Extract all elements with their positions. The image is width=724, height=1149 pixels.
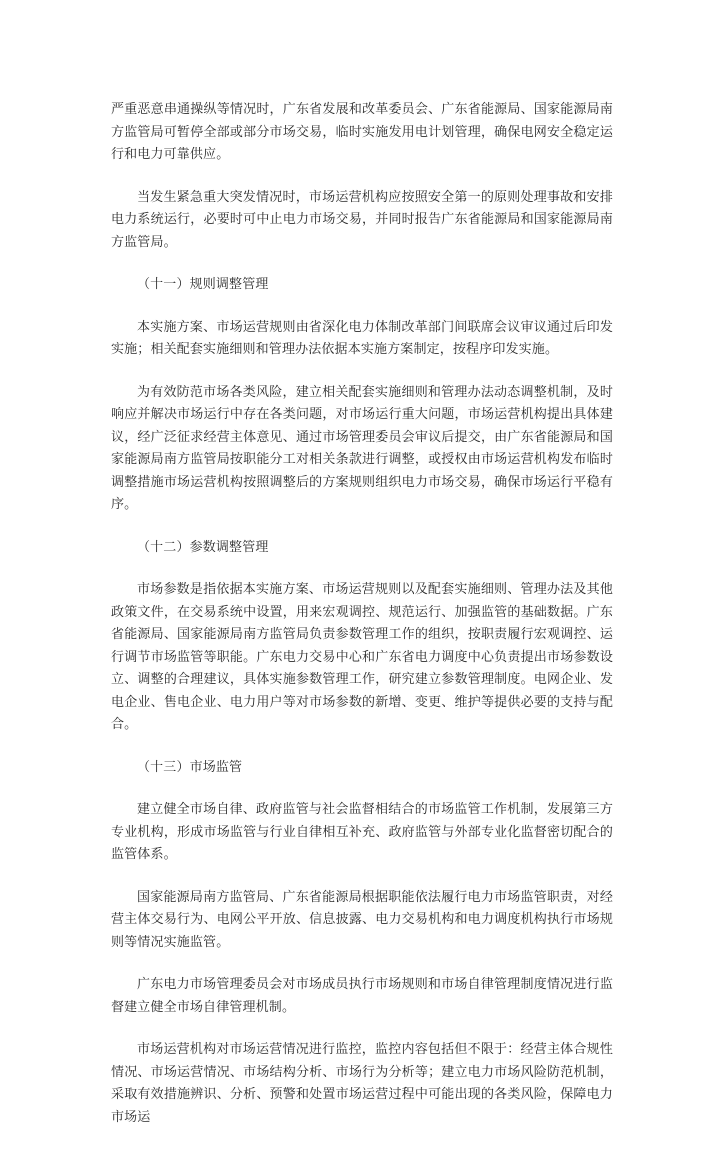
section-heading: （十一）规则调整管理 [137,277,269,292]
paragraph: 严重恶意串通操纵等情况时，广东省发展和改革委员会、广东省能源局、国家能源局南方监管局可暂停全部或部分市场交易，临时实施发用电计划管理，确保电网安全稳定运行和电力可靠供应。 [111,102,613,162]
section-heading: （十二）参数调整管理 [137,539,269,555]
paragraph: 建立健全市场自律、政府监管与社会监督相结合的市场监管工作机制，发展第三方专业机构，形成市场监管与行业自律相互补充、政府监管与外部专业化监督密切配合的监管体系。 [111,802,613,862]
paragraph: 广东电力市场管理委员会对市场成员执行市场规则和市场自律管理制度情况进行监督建立健全市场自律管理机制。 [111,977,613,1015]
paragraph: 当发生紧急重大突发情况时，市场运营机构应按照安全第一的原则处理事故和安排电力系统运行，必要时可中止电力市场交易，并同时报告广东省能源局和国家能源局南方监管局。 [111,189,613,250]
paragraph: 市场参数是指依据本实施方案、市场运营规则以及配套实施细则、管理办法及其他政策文件，在交易系统中设置，用来宏观调控、规范运行、加强监管的基础数据。广东省能源局、国家能源局南方监管局负责参数管理工作的组织，按职责履行宏观调控、运行调节市场监管等职能。广东电力交易中心和广东省电力调度中心负责提出市场参数设立、调整的合理建议，具体实施参数管理工作，研究建立参数管理制度。电网企业、发电企业、售电企业、电力用户等对市场参数的新增、变更、维护等提供必要的支持与配合。 [111,582,613,732]
paragraph: 国家能源局南方监管局、广东省能源局根据职能依法履行电力市场监管职责，对经营主体交易行为、电网公平开放、信息披露、电力交易机构和电力调度机构执行市场规则等情况实施监管。 [111,889,613,950]
paragraph: 为有效防范市场各类风险，建立相关配套实施细则和管理办法动态调整机制，及时响应并解决市场运行中存在各类问题，对市场运行重大问题，市场运营机构提出具体建议，经广泛征求经营主体意见、通过市场管理委员会审议后提交，由广东省能源局和国家能源局南方监管局按职能分工对相关条款进行调整，或授权由市场运营机构发布临时调整措施市场运营机构按照调整后的方案规则组织电力市场交易，确保市场运行平稳有序。 [111,384,613,512]
paragraph: 本实施方案、市场运营规则由省深化电力体制改革部门间联席会议审议通过后印发实施；相关配套实施细则和管理办法依据本实施方案制定，按程序印发实施。 [111,319,613,357]
paragraph: 市场运营机构对市场运营情况进行监控，监控内容包括但不限于：经营主体合规性情况、市场运营情况、市场结构分析、市场行为分析等；建立电力市场风险防范机制，采取有效措施辨识、分析、预警和处置市场运营过程中可能出现的各类风险，保障电力市场运 [111,1042,613,1125]
section-heading: （十三）市场监管 [137,759,243,775]
document-body [111,99,613,1149]
